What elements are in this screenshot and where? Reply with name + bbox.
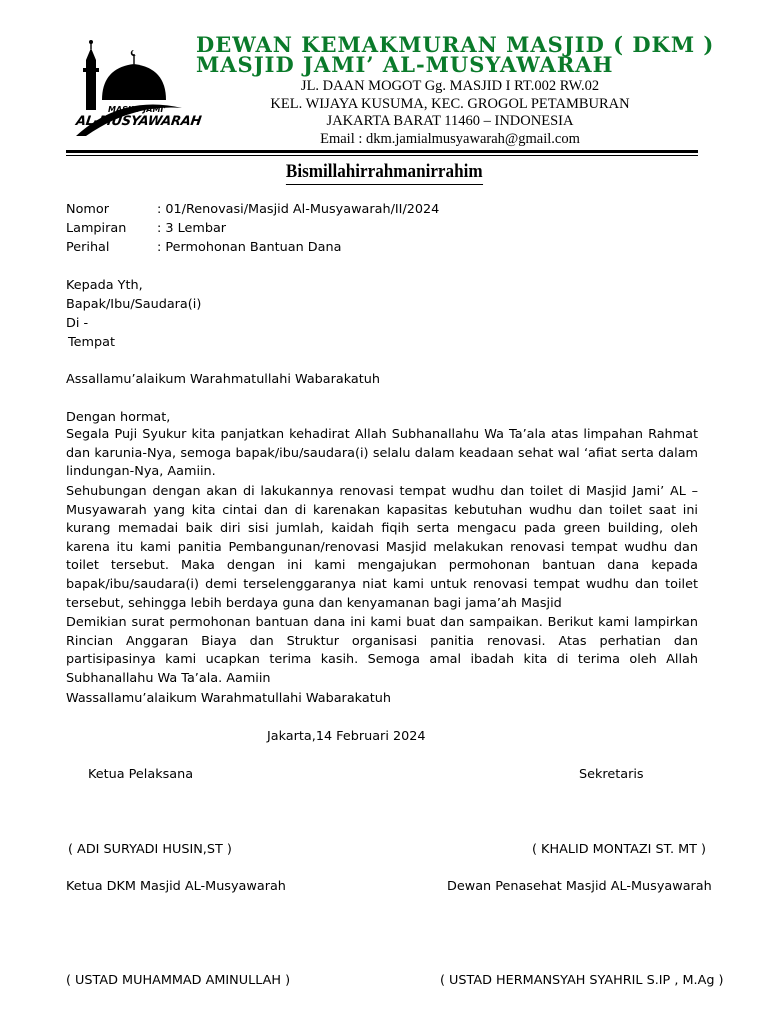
recipient-line: Kepada Yth, [66, 278, 143, 293]
recipient-line: Di - [66, 316, 89, 331]
signer-name-left: ( ADI SURYADI HUSIN,ST ) [68, 842, 232, 857]
org-name-line1: DEWAN KEMAKMURAN MASJID ( DKM ) [196, 32, 715, 57]
opening-salutation: Assallamu’alaikum Warahmatullahi Wabarakatuh [66, 372, 381, 387]
lampiran-label: Lampiran [66, 221, 127, 236]
signer-title-right: Sekretaris [579, 767, 644, 782]
recipient-line: Tempat [68, 335, 115, 350]
signer-name-right: ( KHALID MONTAZI ST. MT ) [532, 842, 707, 857]
recipient-line: Bapak/Ibu/Saudara(i) [66, 297, 202, 312]
body-paragraph-3 [66, 614, 698, 688]
paragraph-text: Demikian surat permohonan bantuan dana ini kami buat dan sampaikan. Berikut kami lampirkan Rincian Anggaran Biaya dan Struktur organisasi panitia renovasi. Atas perhatian dan partisipasinya kami ucapkan terima kasih. Semoga amal ibadah kita di terima oleh Allah Subhanallahu Wa Ta’ala. Aamiin [66, 615, 698, 686]
nomor-label: Nomor [66, 202, 109, 217]
body-paragraph-1 [66, 426, 698, 482]
signer-title-left: Ketua Pelaksana [88, 767, 194, 782]
paragraph-text: Sehubungan dengan akan di lakukannya renovasi tempat wudhu dan toilet di Masjid Jami’ AL – Musyawarah yang kita cintai dan di karenakan kapasitas kebutuhan wudhu dan toilet saat ini kurang memadai baik diri sisi jumlah, kaidah fiqih serta mengacu pada green building, oleh karena itu kami panitia Pembangunan/renovasi Masjid melakukan renovasi tempat wudhu dan toilet tersebut. Maka dengan ini kami mengajukan permohonan bantuan dana kepada bapak/ibu/saudara(i) demi terselenggaranya niat kami untuk renovasi tempat wudhu dan toilet tersebut, sehingga lebih berdaya guna dan kenyamanan bagi jama’ah Masjid [66, 484, 698, 611]
address-line: JL. DAAN MOGOT Gg. MASJID I RT.002 RW.02 [300, 78, 600, 94]
nomor-value: : 01/Renovasi/Masjid Al-Musyawarah/II/2024 [157, 202, 440, 217]
logo-text-main: AL-MUSYAWARAH [74, 114, 203, 129]
letterhead-rule-thin [66, 155, 698, 156]
perihal-label: Perihal [66, 240, 110, 255]
paragraph-text: Segala Puji Syukur kita panjatkan kehadirat Allah Subhanallahu Wa Ta’ala atas limpahan Rahmat dan karunia-Nya, semoga bapak/ibu/saudara(i) selalu dalam keadaan sehat wal ‘afiat serta dalam lindungan-Nya, Aamiin. [66, 427, 698, 480]
perihal-value: : Permohonan Bantuan Dana [157, 240, 342, 255]
bismillah-heading [0, 161, 768, 185]
signer-name-left-2: ( USTAD MUHAMMAD AMINULLAH ) [66, 973, 291, 988]
signer-title-right-2: Dewan Penasehat Masjid AL-Musyawarah [447, 879, 712, 894]
address-email: Email : dkm.jamialmusyawarah@gmail.com [320, 130, 580, 147]
bismillah-text: Bismillahirrahmanirrahim [286, 161, 483, 185]
letterhead-rule-thick [66, 150, 698, 153]
lampiran-value: : 3 Lembar [157, 221, 227, 236]
logo-text-top: MASJID JAMI' [108, 105, 166, 114]
greeting: Dengan hormat, [66, 410, 171, 425]
place-date: Jakarta,14 Februari 2024 [267, 729, 426, 744]
closing-salutation: Wassallamu’alaikum Warahmatullahi Wabarakatuh [66, 691, 391, 706]
org-name-line2: MASJID JAMI’ AL-MUSYAWARAH [196, 52, 614, 77]
letterhead-address [258, 78, 642, 148]
address-line: KEL. WIJAYA KUSUMA, KEC. GROGOL PETAMBURAN [270, 95, 630, 112]
body-paragraph-2 [66, 483, 698, 613]
signer-title-left-2: Ketua DKM Masjid AL-Musyawarah [66, 879, 286, 894]
signer-name-right-2: ( USTAD HERMANSYAH SYAHRIL S.IP , M.Ag ) [440, 973, 724, 988]
address-line: JAKARTA BARAT 11460 – INDONESIA [326, 113, 574, 129]
